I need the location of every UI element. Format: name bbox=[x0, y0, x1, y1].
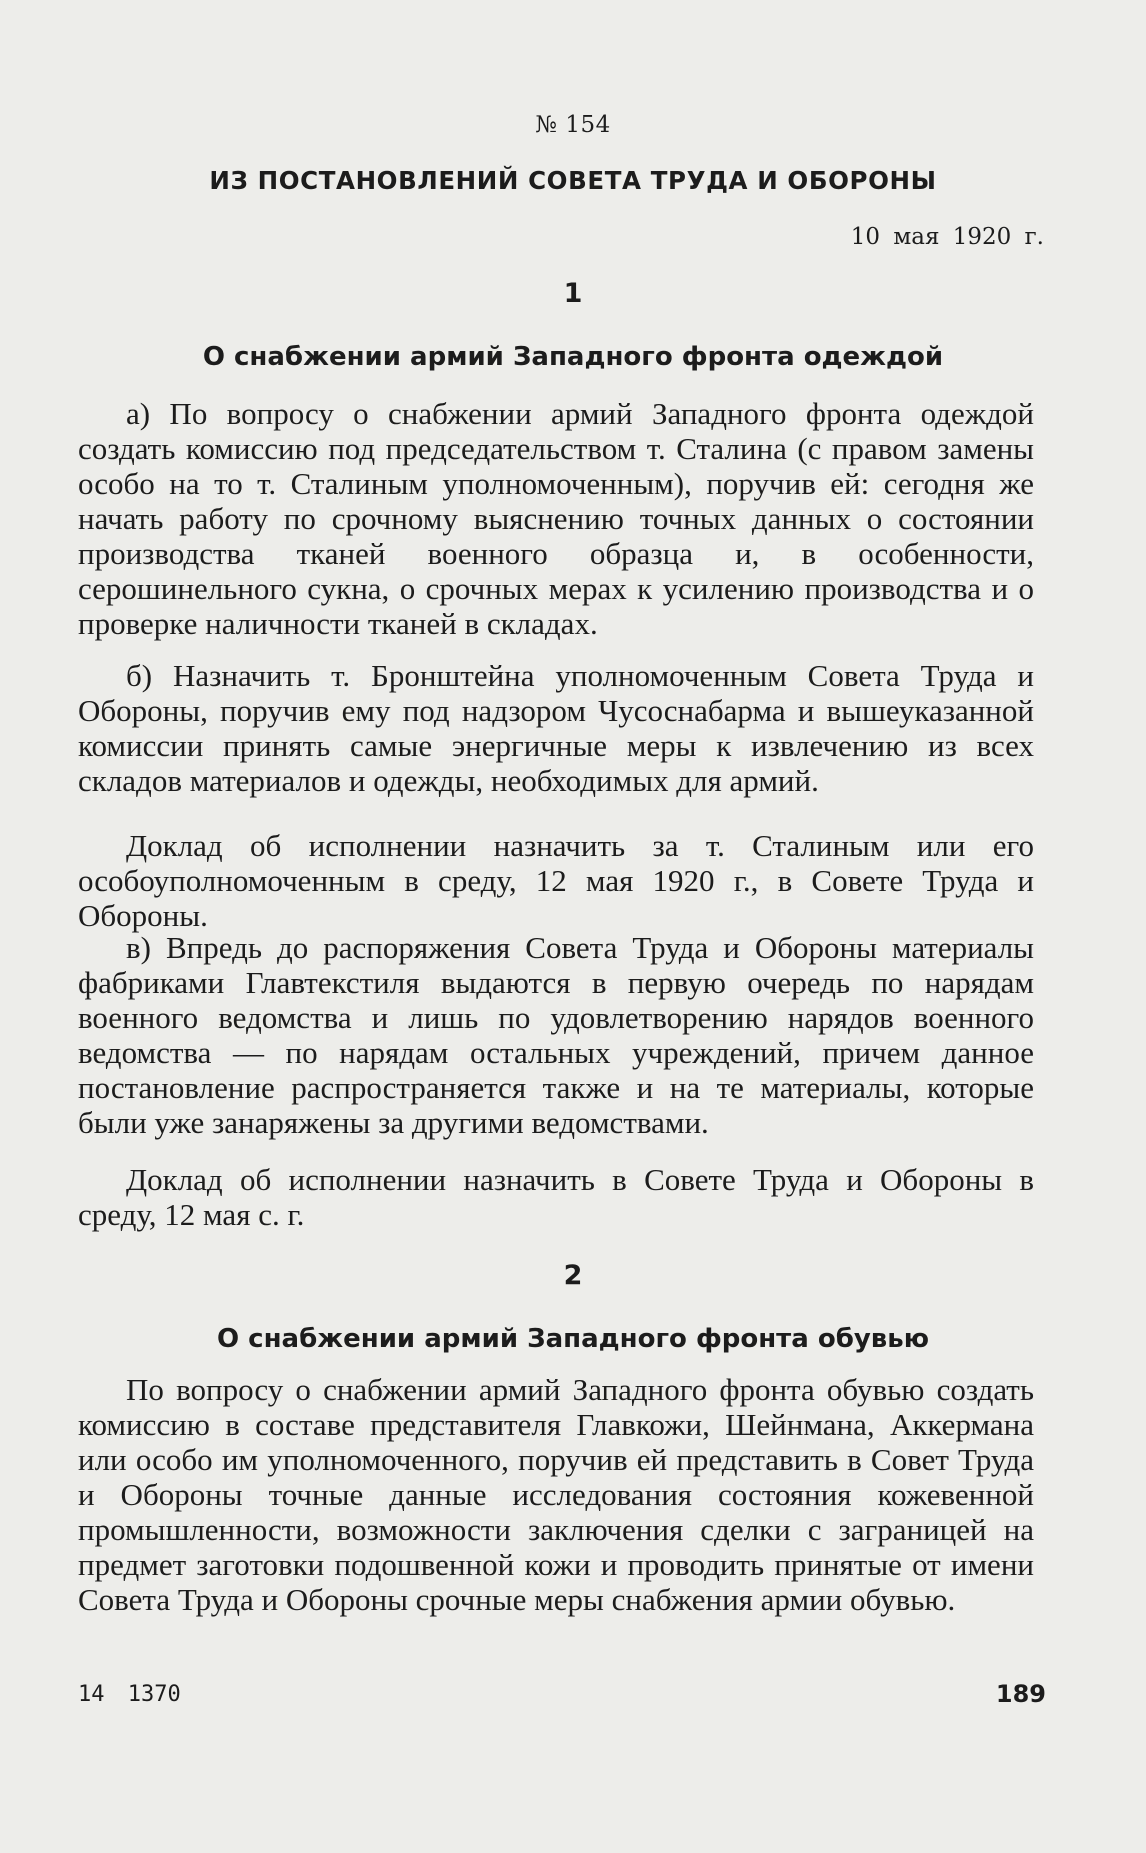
section-2-paragraph: По вопросу о снабжении армий Западного фронта обувью создать комиссию в составе представителя Главкожи, Шейнмана, Аккермана или особо им уполномоченного, поручив ей представить в Совет Труда и Обороны точные данные исследования состояния кожевенной промышленности, возможности заключения сделки с заграницей на предмет заготовки подошвенной кожи и проводить принятые от имени Совета Труда и Обороны срочные меры снабжения армии обувью. bbox=[78, 1372, 1034, 1617]
section-1-report-1: Доклад об исполнении назначить за т. Сталиным или его особоуполномоченным в среду, 12 мая 1920 г., в Совете Труда и Обороны. bbox=[78, 828, 1034, 933]
section-2-number: 2 bbox=[563, 1260, 583, 1291]
section-1-title: О снабжении армий Западного фронта одеждой bbox=[202, 342, 944, 372]
printer-signature: 14 1370 bbox=[78, 1682, 181, 1707]
page-number: 189 bbox=[995, 1680, 1046, 1708]
section-2-title: О снабжении армий Западного фронта обувью bbox=[217, 1324, 929, 1354]
document-title: ИЗ ПОСТАНОВЛЕНИЙ СОВЕТА ТРУДА И ОБОРОНЫ bbox=[209, 166, 937, 195]
section-1-number: 1 bbox=[563, 278, 583, 309]
section-1-paragraph-a: а) По вопросу о снабжении армий Западного фронта одеждой создать комиссию под председательством т. Сталина (с правом замены особо на то т. Сталиным уполномоченным), поручив ей: сегодня же начать работу по срочному выяснению точных данных о состоянии производства тканей военного образца и, в особенности, серошинельного сукна, о срочных мерах к усилению производства и о проверке наличности тканей в складах. bbox=[78, 396, 1034, 641]
section-1-paragraph-v: в) Впредь до распоряжения Совета Труда и Обороны материалы фабриками Главтекстиля выдаются в первую очередь по нарядам военного ведомства и лишь по удовлетворению нарядов военного ведомства — по нарядам остальных учреждений, причем данное постановление распространяется также и на те материалы, которые были уже занаряжены за другими ведомствами. bbox=[78, 930, 1034, 1140]
document-date: 10 мая 1920 г. bbox=[850, 224, 1044, 250]
section-1-report-2: Доклад об исполнении назначить в Совете Труда и Обороны в среду, 12 мая с. г. bbox=[78, 1162, 1034, 1232]
document-number: № 154 bbox=[535, 112, 611, 138]
section-1-paragraph-b: б) Назначить т. Бронштейна уполномоченным Совета Труда и Обороны, поручив ему под надзором Чусоснабарма и вышеуказанной комиссии принять самые энергичные меры к извлечению из всех складов материалов и одежды, необходимых для армий. bbox=[78, 658, 1034, 798]
